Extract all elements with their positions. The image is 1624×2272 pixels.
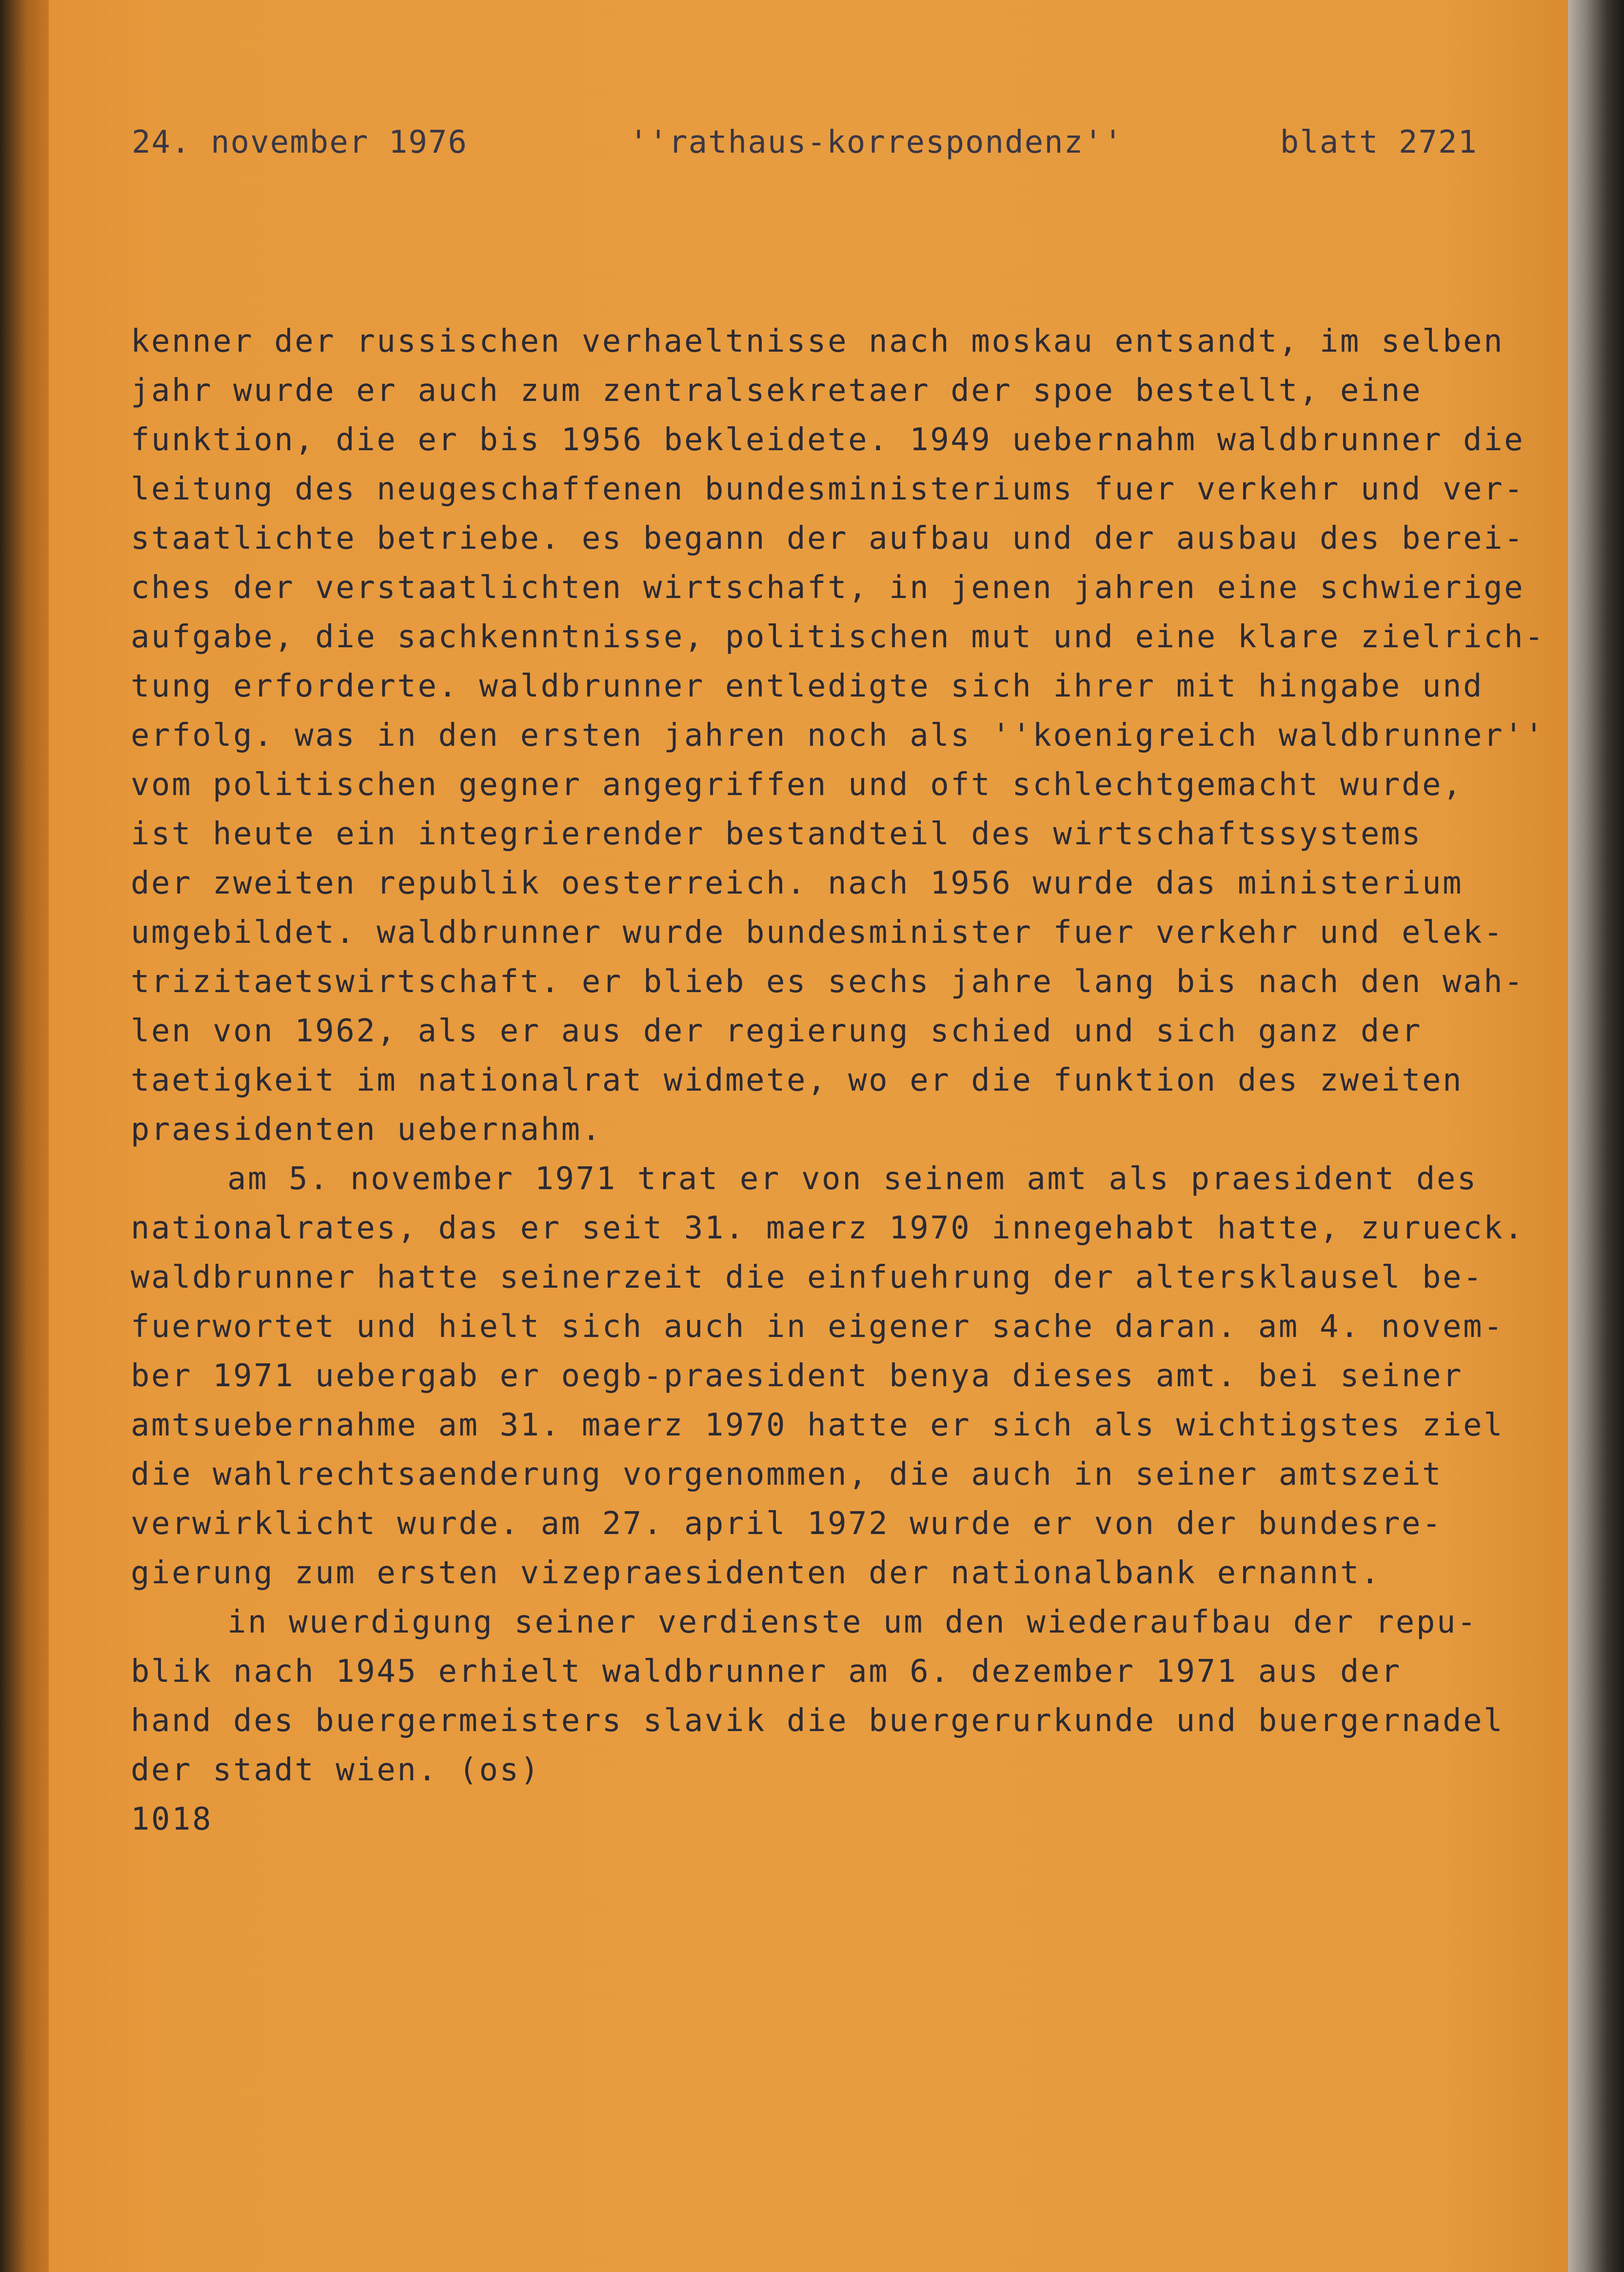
text-line: funktion, die er bis 1956 bekleidete. 1949 uebernahm waldbrunner die [131,422,1525,458]
text-line: jahr wurde er auch zum zentralsekretaer der spoe bestellt, eine [131,373,1422,409]
text-line: verwirklicht wurde. am 27. april 1972 wurde er von der bundesre- [131,1506,1443,1542]
text-line: praesidenten uebernahm. [131,1112,602,1148]
text-line: blik nach 1945 erhielt waldbrunner am 6. dezember 1971 aus der [131,1654,1402,1690]
text-line-paragraph-start: am 5. november 1971 trat er von seinem amt als praesident des [227,1161,1478,1197]
header-sheet-number: blatt 2721 [1280,124,1478,160]
header-date: 24. november 1976 [132,124,468,160]
text-line: waldbrunner hatte seinerzeit die einfuehrung der altersklausel be- [131,1259,1484,1295]
text-line-paragraph-start: in wuerdigung seiner verdienste um den wiederaufbau der repu- [227,1604,1478,1640]
facing-page-edge [0,0,49,2272]
text-line: nationalrates, das er seit 31. maerz 1970 innegehabt hatte, zurueck. [131,1210,1525,1246]
text-line: erfolg. was in den ersten jahren noch als ''koenigreich waldbrunner'' [131,717,1545,754]
text-line: taetigkeit im nationalrat widmete, wo er die funktion des zweiten [131,1062,1464,1098]
text-line: aufgabe, die sachkenntnisse, politischen mut und eine klare zielrich- [131,619,1545,655]
document-body [131,317,1545,1844]
text-line: gierung zum ersten vizepraesidenten der nationalbank ernannt. [131,1555,1381,1591]
text-line: kenner der russischen verhaeltnisse nach moskau entsandt, im selben [131,323,1505,359]
text-line: len von 1962, als er aus der regierung schied und sich ganz der [131,1013,1422,1049]
text-line: der stadt wien. (os) [131,1752,541,1788]
text-line: amtsuebernahme am 31. maerz 1970 hatte er sich als wichtigstes ziel [131,1407,1505,1443]
text-line: trizitaetswirtschaft. er blieb es sechs jahre lang bis nach den wah- [131,964,1525,1000]
page-header [132,124,1478,163]
document-number: 1018 [131,1801,213,1837]
text-line: ches der verstaatlichten wirtschaft, in jenen jahren eine schwierige [131,570,1525,606]
text-line: leitung des neugeschaffenen bundesministeriums fuer verkehr und ver- [131,471,1525,507]
text-line: hand des buergermeisters slavik die buergerurkunde und buergernadel [131,1703,1505,1739]
text-line: ber 1971 uebergab er oegb-praesident benya dieses amt. bei seiner [131,1358,1464,1394]
book-edge [1568,0,1624,2272]
text-line: tung erforderte. waldbrunner entledigte sich ihrer mit hingabe und [131,668,1484,704]
header-title: ''rathaus-korrespondenz'' [629,124,1124,160]
text-line: fuerwortet und hielt sich auch in eigener sache daran. am 4. novem- [131,1309,1505,1345]
text-line: der zweiten republik oesterreich. nach 1956 wurde das ministerium [131,865,1464,901]
text-line: vom politischen gegner angegriffen und oft schlechtgemacht wurde, [131,767,1464,803]
text-line: ist heute ein integrierender bestandteil des wirtschaftssystems [131,816,1422,852]
text-line: staatlichte betriebe. es begann der aufbau und der ausbau des berei- [131,520,1525,557]
text-line: umgebildet. waldbrunner wurde bundesminister fuer verkehr und elek- [131,915,1505,951]
text-line: die wahlrechtsaenderung vorgenommen, die auch in seiner amtszeit [131,1456,1443,1493]
